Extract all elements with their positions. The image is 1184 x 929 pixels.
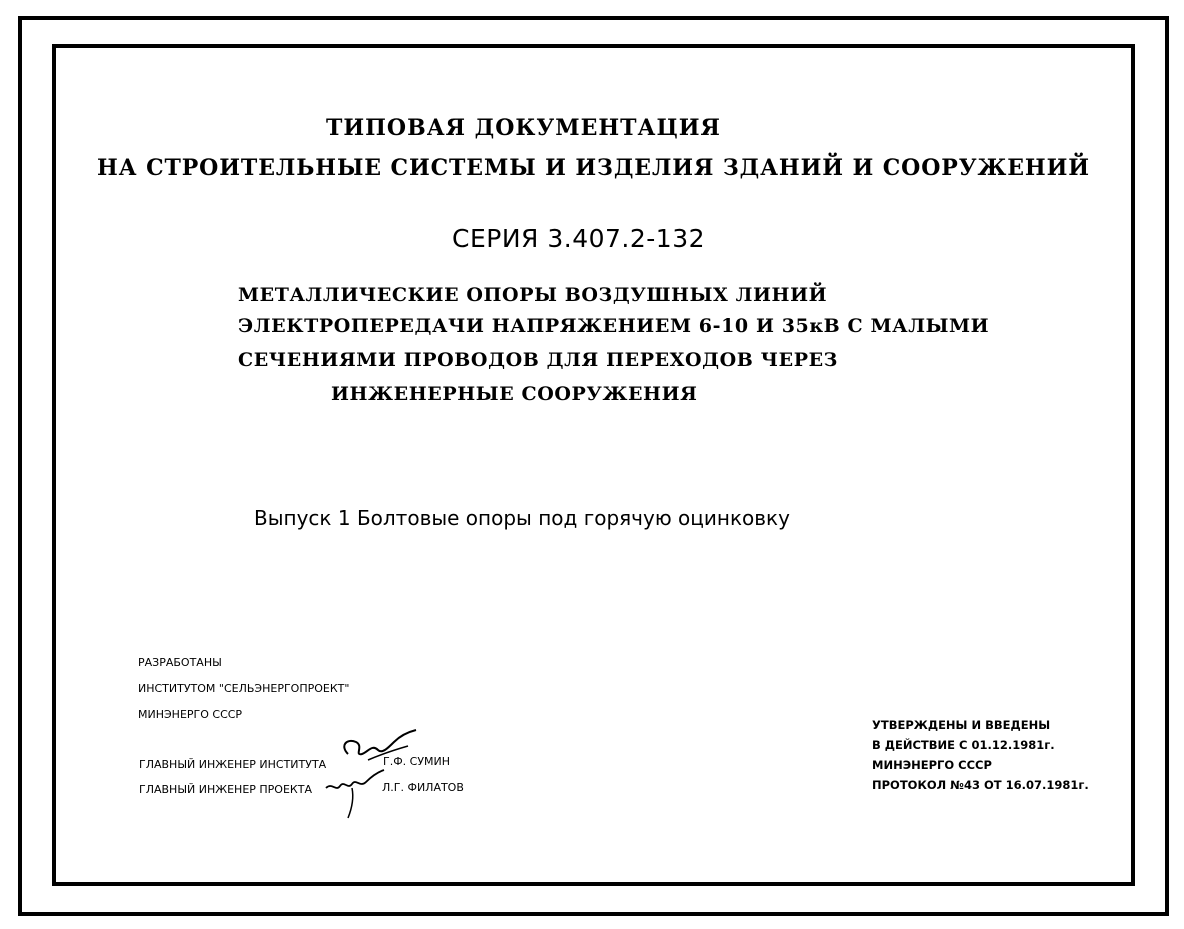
title-line-4: ИНЖЕНЕРНЫЕ СООРУЖЕНИЯ — [331, 383, 698, 405]
title-line-3: СЕЧЕНИЯМИ ПРОВОДОВ ДЛЯ ПЕРЕХОДОВ ЧЕРЕЗ — [238, 349, 838, 371]
approved-line-3: МИНЭНЕРГО СССР — [872, 758, 992, 772]
signature-filatov — [322, 768, 392, 823]
chief-institute-label: ГЛАВНЫЙ ИНЖЕНЕР ИНСТИТУТА — [139, 758, 327, 771]
approved-line-1: УТВЕРЖДЕНЫ И ВВЕДЕНЫ — [872, 718, 1051, 732]
approved-line-4: ПРОТОКОЛ №43 ОТ 16.07.1981г. — [872, 778, 1089, 792]
approved-line-2: В ДЕЙСТВИЕ С 01.12.1981г. — [872, 738, 1055, 752]
title-line-2: ЭЛЕКТРОПЕРЕДАЧИ НАПРЯЖЕНИЕМ 6-10 И 35кВ С МАЛЫМИ — [238, 315, 990, 337]
signature-sumin — [338, 728, 418, 773]
title-line-1: МЕТАЛЛИЧЕСКИЕ ОПОРЫ ВОЗДУШНЫХ ЛИНИЙ — [238, 284, 828, 306]
header-line-1: ТИПОВАЯ ДОКУМЕНТАЦИЯ — [326, 115, 721, 141]
chief-institute-name: Г.Ф. СУМИН — [383, 755, 451, 768]
chief-project-label: ГЛАВНЫЙ ИНЖЕНЕР ПРОЕКТА — [139, 783, 312, 796]
issue-title: Выпуск 1 Болтовые опоры под горячую оцинковку — [254, 506, 790, 530]
chief-project-name: Л.Г. ФИЛАТОВ — [382, 781, 464, 794]
series-number: СЕРИЯ 3.407.2-132 — [452, 224, 706, 253]
developed-line-1: РАЗРАБОТАНЫ — [138, 656, 222, 669]
developed-line-2: ИНСТИТУТОМ "СЕЛЬЭНЕРГОПРОЕКТ" — [138, 682, 350, 695]
developed-line-3: МИНЭНЕРГО СССР — [138, 708, 243, 721]
header-line-2: НА СТРОИТЕЛЬНЫЕ СИСТЕМЫ И ИЗДЕЛИЯ ЗДАНИЙ И СООРУЖЕНИЙ — [97, 155, 1090, 181]
